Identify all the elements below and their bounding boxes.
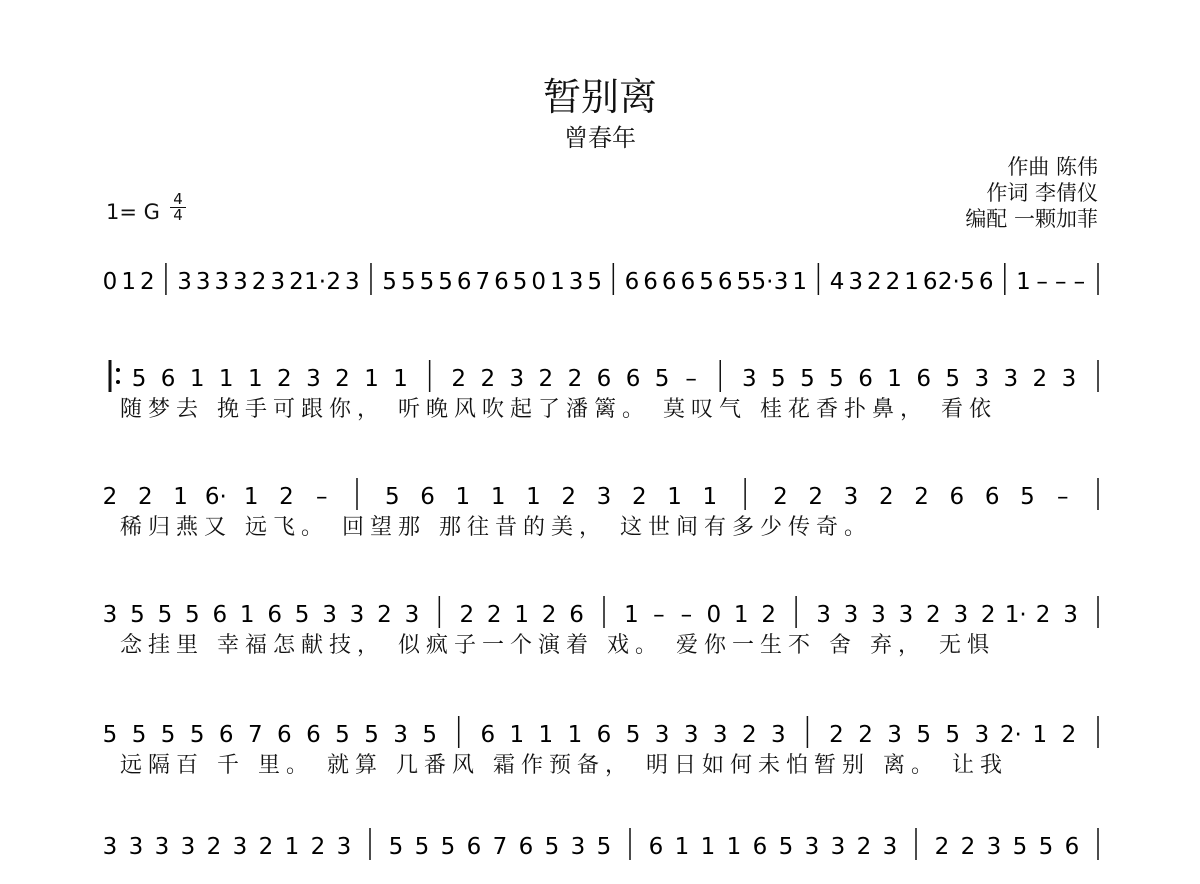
note: 2 bbox=[206, 834, 222, 860]
note: 1 bbox=[189, 366, 205, 392]
note: 3 bbox=[773, 269, 789, 295]
note: 2 bbox=[279, 484, 294, 510]
note: 1 bbox=[455, 484, 471, 510]
note: 3 bbox=[393, 722, 408, 748]
note: 6 bbox=[717, 269, 733, 295]
note: 2 bbox=[856, 834, 872, 860]
note: 3 bbox=[953, 602, 969, 628]
note: 2 bbox=[251, 269, 267, 295]
note: 1 bbox=[792, 269, 808, 295]
time-signature bbox=[170, 192, 186, 223]
note: 2 bbox=[561, 484, 577, 510]
note: 3 bbox=[102, 602, 118, 628]
note: 3 bbox=[102, 834, 118, 860]
note: 3 bbox=[887, 722, 902, 748]
note: 6 bbox=[306, 722, 321, 748]
note: 3 bbox=[898, 602, 914, 628]
note: 1 bbox=[121, 269, 136, 295]
note: – bbox=[680, 602, 693, 628]
note: 1 bbox=[526, 484, 541, 510]
note: 1 bbox=[538, 722, 554, 748]
note: 1 bbox=[218, 366, 234, 392]
note: 3 bbox=[741, 366, 757, 392]
note: 5 bbox=[544, 834, 560, 860]
note: 3 bbox=[154, 834, 170, 860]
note: 2 bbox=[335, 366, 350, 392]
note: 2 bbox=[137, 484, 153, 510]
meter-top: 4 bbox=[173, 190, 183, 208]
note: 1 bbox=[514, 602, 529, 628]
note: 6 bbox=[624, 269, 640, 295]
note: 2 bbox=[310, 834, 326, 860]
note: 6 bbox=[569, 602, 584, 628]
note: 5 bbox=[800, 366, 815, 392]
note: 2 bbox=[631, 484, 647, 510]
note: 1· bbox=[304, 269, 327, 295]
note: 1 bbox=[550, 269, 565, 295]
note: 3 bbox=[804, 834, 820, 860]
note: 1 bbox=[364, 366, 379, 392]
note: 5 bbox=[512, 269, 528, 295]
note: 3 bbox=[596, 484, 612, 510]
note: – bbox=[1036, 269, 1048, 295]
score-line bbox=[0, 824, 1200, 884]
note: 1 bbox=[284, 834, 300, 860]
lyricist-credit: 作词 李倩仪 bbox=[986, 181, 1098, 205]
note: 3 bbox=[771, 722, 786, 748]
note: 7 bbox=[492, 834, 508, 860]
note: 5 bbox=[736, 269, 752, 295]
song-title: 暂别离 bbox=[542, 75, 657, 119]
note: 5 bbox=[382, 269, 397, 295]
note: 6 bbox=[518, 834, 534, 860]
note: 2 bbox=[258, 834, 274, 860]
note: 2 bbox=[451, 366, 467, 392]
note: 2 bbox=[885, 269, 901, 295]
note: 6 bbox=[643, 269, 658, 295]
note: 1 bbox=[624, 602, 639, 628]
note: 6 bbox=[858, 366, 873, 392]
note: 3 bbox=[1061, 366, 1077, 392]
note: 1 bbox=[239, 602, 255, 628]
note: 3 bbox=[974, 722, 990, 748]
note: 5 bbox=[388, 834, 404, 860]
note: 3 bbox=[974, 366, 990, 392]
note: 1 bbox=[243, 484, 259, 510]
note: 3 bbox=[683, 722, 699, 748]
note: 5 bbox=[400, 269, 416, 295]
note: 2 bbox=[761, 602, 776, 628]
note: 3 bbox=[195, 269, 211, 295]
note: 2 bbox=[567, 366, 583, 392]
note: 2 bbox=[277, 366, 292, 392]
note: 6 bbox=[456, 269, 472, 295]
note: 0 bbox=[531, 269, 547, 295]
note: 3 bbox=[349, 602, 365, 628]
note: 6· bbox=[204, 484, 227, 510]
note: 3 bbox=[233, 269, 248, 295]
note: 2 bbox=[858, 722, 873, 748]
note: 5 bbox=[1020, 484, 1035, 510]
note: 6 bbox=[480, 722, 496, 748]
note: 2 bbox=[139, 269, 155, 295]
note: 5 bbox=[384, 484, 400, 510]
note: 5 bbox=[587, 269, 602, 295]
note: 2 bbox=[914, 484, 929, 510]
note: 1 bbox=[393, 366, 408, 392]
note: 2 bbox=[773, 484, 788, 510]
note: 0 bbox=[102, 269, 118, 295]
note: 0 bbox=[706, 602, 722, 628]
note: 2 bbox=[960, 834, 976, 860]
note: 1 bbox=[726, 834, 742, 860]
note: 3 bbox=[345, 269, 360, 295]
note: 3 bbox=[336, 834, 352, 860]
note: 5 bbox=[916, 722, 931, 748]
note: – bbox=[1073, 269, 1086, 295]
note: 6 bbox=[1064, 834, 1080, 860]
note: 2 bbox=[377, 602, 392, 628]
note: 2 bbox=[538, 366, 554, 392]
note: 5 bbox=[440, 834, 456, 860]
note: – bbox=[653, 602, 665, 628]
credits bbox=[965, 154, 1098, 232]
note: 3 bbox=[322, 602, 337, 628]
note: 6 bbox=[984, 484, 1000, 510]
note: 3 bbox=[871, 602, 886, 628]
note: 2 bbox=[480, 366, 496, 392]
note: 2 bbox=[486, 602, 502, 628]
note: 5 bbox=[654, 366, 670, 392]
note: 3 bbox=[177, 269, 192, 295]
note: 5· bbox=[751, 269, 774, 295]
note: – bbox=[1056, 484, 1069, 510]
note: 6 bbox=[494, 269, 509, 295]
note: 3 bbox=[712, 722, 728, 748]
note-marks bbox=[0, 259, 1200, 319]
lyrics-line: 念挂里 幸福怎献技， 似疯子一个演着 戏。 爱你一生不 舍 弃， 无惧 bbox=[120, 633, 995, 658]
note: 6 bbox=[596, 366, 612, 392]
note: 3 bbox=[830, 834, 846, 860]
note: 2 bbox=[1061, 722, 1077, 748]
note: 6 bbox=[218, 722, 234, 748]
note: 3 bbox=[306, 366, 321, 392]
note: 3 bbox=[270, 269, 286, 295]
note: 6 bbox=[648, 834, 664, 860]
note-marks bbox=[0, 824, 1200, 884]
note: 3 bbox=[848, 269, 863, 295]
note: 2 bbox=[926, 602, 941, 628]
note: 6 bbox=[916, 366, 931, 392]
note: 5 bbox=[596, 834, 612, 860]
note: 2 bbox=[102, 484, 118, 510]
note: 7 bbox=[247, 722, 263, 748]
note: 5 bbox=[945, 366, 961, 392]
note: 5 bbox=[185, 602, 200, 628]
note: 6 bbox=[277, 722, 292, 748]
note: 1 bbox=[904, 269, 919, 295]
meter-bottom: 4 bbox=[170, 207, 186, 223]
note: 1 bbox=[247, 366, 263, 392]
note: 5 bbox=[778, 834, 794, 860]
note: 6 bbox=[160, 366, 176, 392]
note: 1 bbox=[667, 484, 682, 510]
note: 6 bbox=[596, 722, 612, 748]
note: 2 bbox=[541, 602, 557, 628]
note: 3 bbox=[1003, 366, 1019, 392]
note: 5 bbox=[364, 722, 379, 748]
note: 6 bbox=[625, 366, 641, 392]
repeat-dot bbox=[116, 368, 120, 372]
note: 6 bbox=[978, 269, 994, 295]
note: 6 bbox=[420, 484, 435, 510]
note: 5 bbox=[102, 722, 118, 748]
note: 2 bbox=[829, 722, 844, 748]
note: 1 bbox=[887, 366, 902, 392]
note: 3 bbox=[568, 269, 584, 295]
note: 1 bbox=[509, 722, 525, 748]
note: 1 bbox=[700, 834, 716, 860]
singer-name: 曾春年 bbox=[564, 124, 636, 152]
note: 6 bbox=[267, 602, 282, 628]
note: 4 bbox=[829, 269, 845, 295]
note: 5 bbox=[771, 366, 786, 392]
score-line bbox=[0, 259, 1200, 319]
note: 1 bbox=[1032, 722, 1048, 748]
note: 1· bbox=[1004, 602, 1027, 628]
note: 6 bbox=[466, 834, 482, 860]
note: 3 bbox=[128, 834, 144, 860]
note: 3 bbox=[214, 269, 230, 295]
note: 5 bbox=[829, 366, 844, 392]
note: 2 bbox=[866, 269, 882, 295]
lyrics-line: 随梦去 挽手可跟你， 听晚风吹起了潘篱。 莫叹气 桂花香扑鼻， 看依 bbox=[120, 397, 997, 422]
note: 5 bbox=[960, 269, 975, 295]
note: 3 bbox=[1063, 602, 1078, 628]
note: 1 bbox=[490, 484, 506, 510]
note: 3 bbox=[882, 834, 898, 860]
note: 2 bbox=[1032, 366, 1048, 392]
note: 5 bbox=[419, 269, 435, 295]
note: 3 bbox=[654, 722, 670, 748]
note: 5 bbox=[1012, 834, 1028, 860]
note: 6 bbox=[949, 484, 965, 510]
note: – bbox=[685, 366, 697, 392]
note: 5 bbox=[335, 722, 350, 748]
note: 2· bbox=[999, 722, 1022, 748]
note: 2 bbox=[289, 269, 304, 295]
note: 5 bbox=[625, 722, 641, 748]
note: 5 bbox=[189, 722, 205, 748]
note: 2 bbox=[980, 602, 996, 628]
note: 5 bbox=[945, 722, 961, 748]
note: 3 bbox=[232, 834, 248, 860]
note: 2 bbox=[934, 834, 950, 860]
note: 5 bbox=[131, 722, 147, 748]
note: 1 bbox=[1016, 269, 1031, 295]
note: 1 bbox=[567, 722, 583, 748]
note: 1 bbox=[702, 484, 718, 510]
note: 1 bbox=[173, 484, 188, 510]
note: 3 bbox=[180, 834, 196, 860]
note: 5 bbox=[160, 722, 176, 748]
note: 5 bbox=[131, 366, 147, 392]
note: 2 bbox=[808, 484, 824, 510]
note: 3 bbox=[509, 366, 525, 392]
note: 2 bbox=[326, 269, 342, 295]
note: 6 bbox=[922, 269, 938, 295]
note: 5 bbox=[294, 602, 310, 628]
lyrics-line: 稀归燕又 远飞。 回望那 那往昔的美， 这世间有多少传奇。 bbox=[120, 515, 872, 540]
repeat-dot bbox=[116, 380, 120, 384]
note: 3 bbox=[843, 602, 859, 628]
note: 6 bbox=[752, 834, 768, 860]
note: 5 bbox=[414, 834, 430, 860]
note: 5 bbox=[1038, 834, 1054, 860]
note: 1 bbox=[733, 602, 749, 628]
note: – bbox=[1054, 269, 1067, 295]
note: 5 bbox=[422, 722, 437, 748]
note: 2 bbox=[459, 602, 475, 628]
note: 2 bbox=[878, 484, 894, 510]
note: 7 bbox=[475, 269, 491, 295]
note: 5 bbox=[699, 269, 714, 295]
note: 3 bbox=[986, 834, 1002, 860]
note: 5 bbox=[130, 602, 145, 628]
note: – bbox=[315, 484, 328, 510]
note: 6 bbox=[661, 269, 677, 295]
note: 1 bbox=[674, 834, 690, 860]
note: 3 bbox=[404, 602, 420, 628]
note: 2 bbox=[741, 722, 757, 748]
note: 2· bbox=[937, 269, 960, 295]
note: 3 bbox=[570, 834, 586, 860]
composer-credit: 作曲 陈伟 bbox=[1007, 155, 1098, 179]
note: 5 bbox=[157, 602, 173, 628]
lyrics-line: 远隔百 千 里。 就算 几番风 霜作预备， 明日如何未怕暂别 离。 让我 bbox=[120, 753, 1008, 778]
note: 3 bbox=[843, 484, 859, 510]
key-signature: 1= G bbox=[106, 200, 160, 224]
note: 5 bbox=[438, 269, 453, 295]
note: 2 bbox=[1035, 602, 1051, 628]
arranger-credit: 编配 一颗加菲 bbox=[965, 207, 1098, 231]
note: 6 bbox=[212, 602, 228, 628]
note: 6 bbox=[680, 269, 696, 295]
note: 3 bbox=[816, 602, 831, 628]
